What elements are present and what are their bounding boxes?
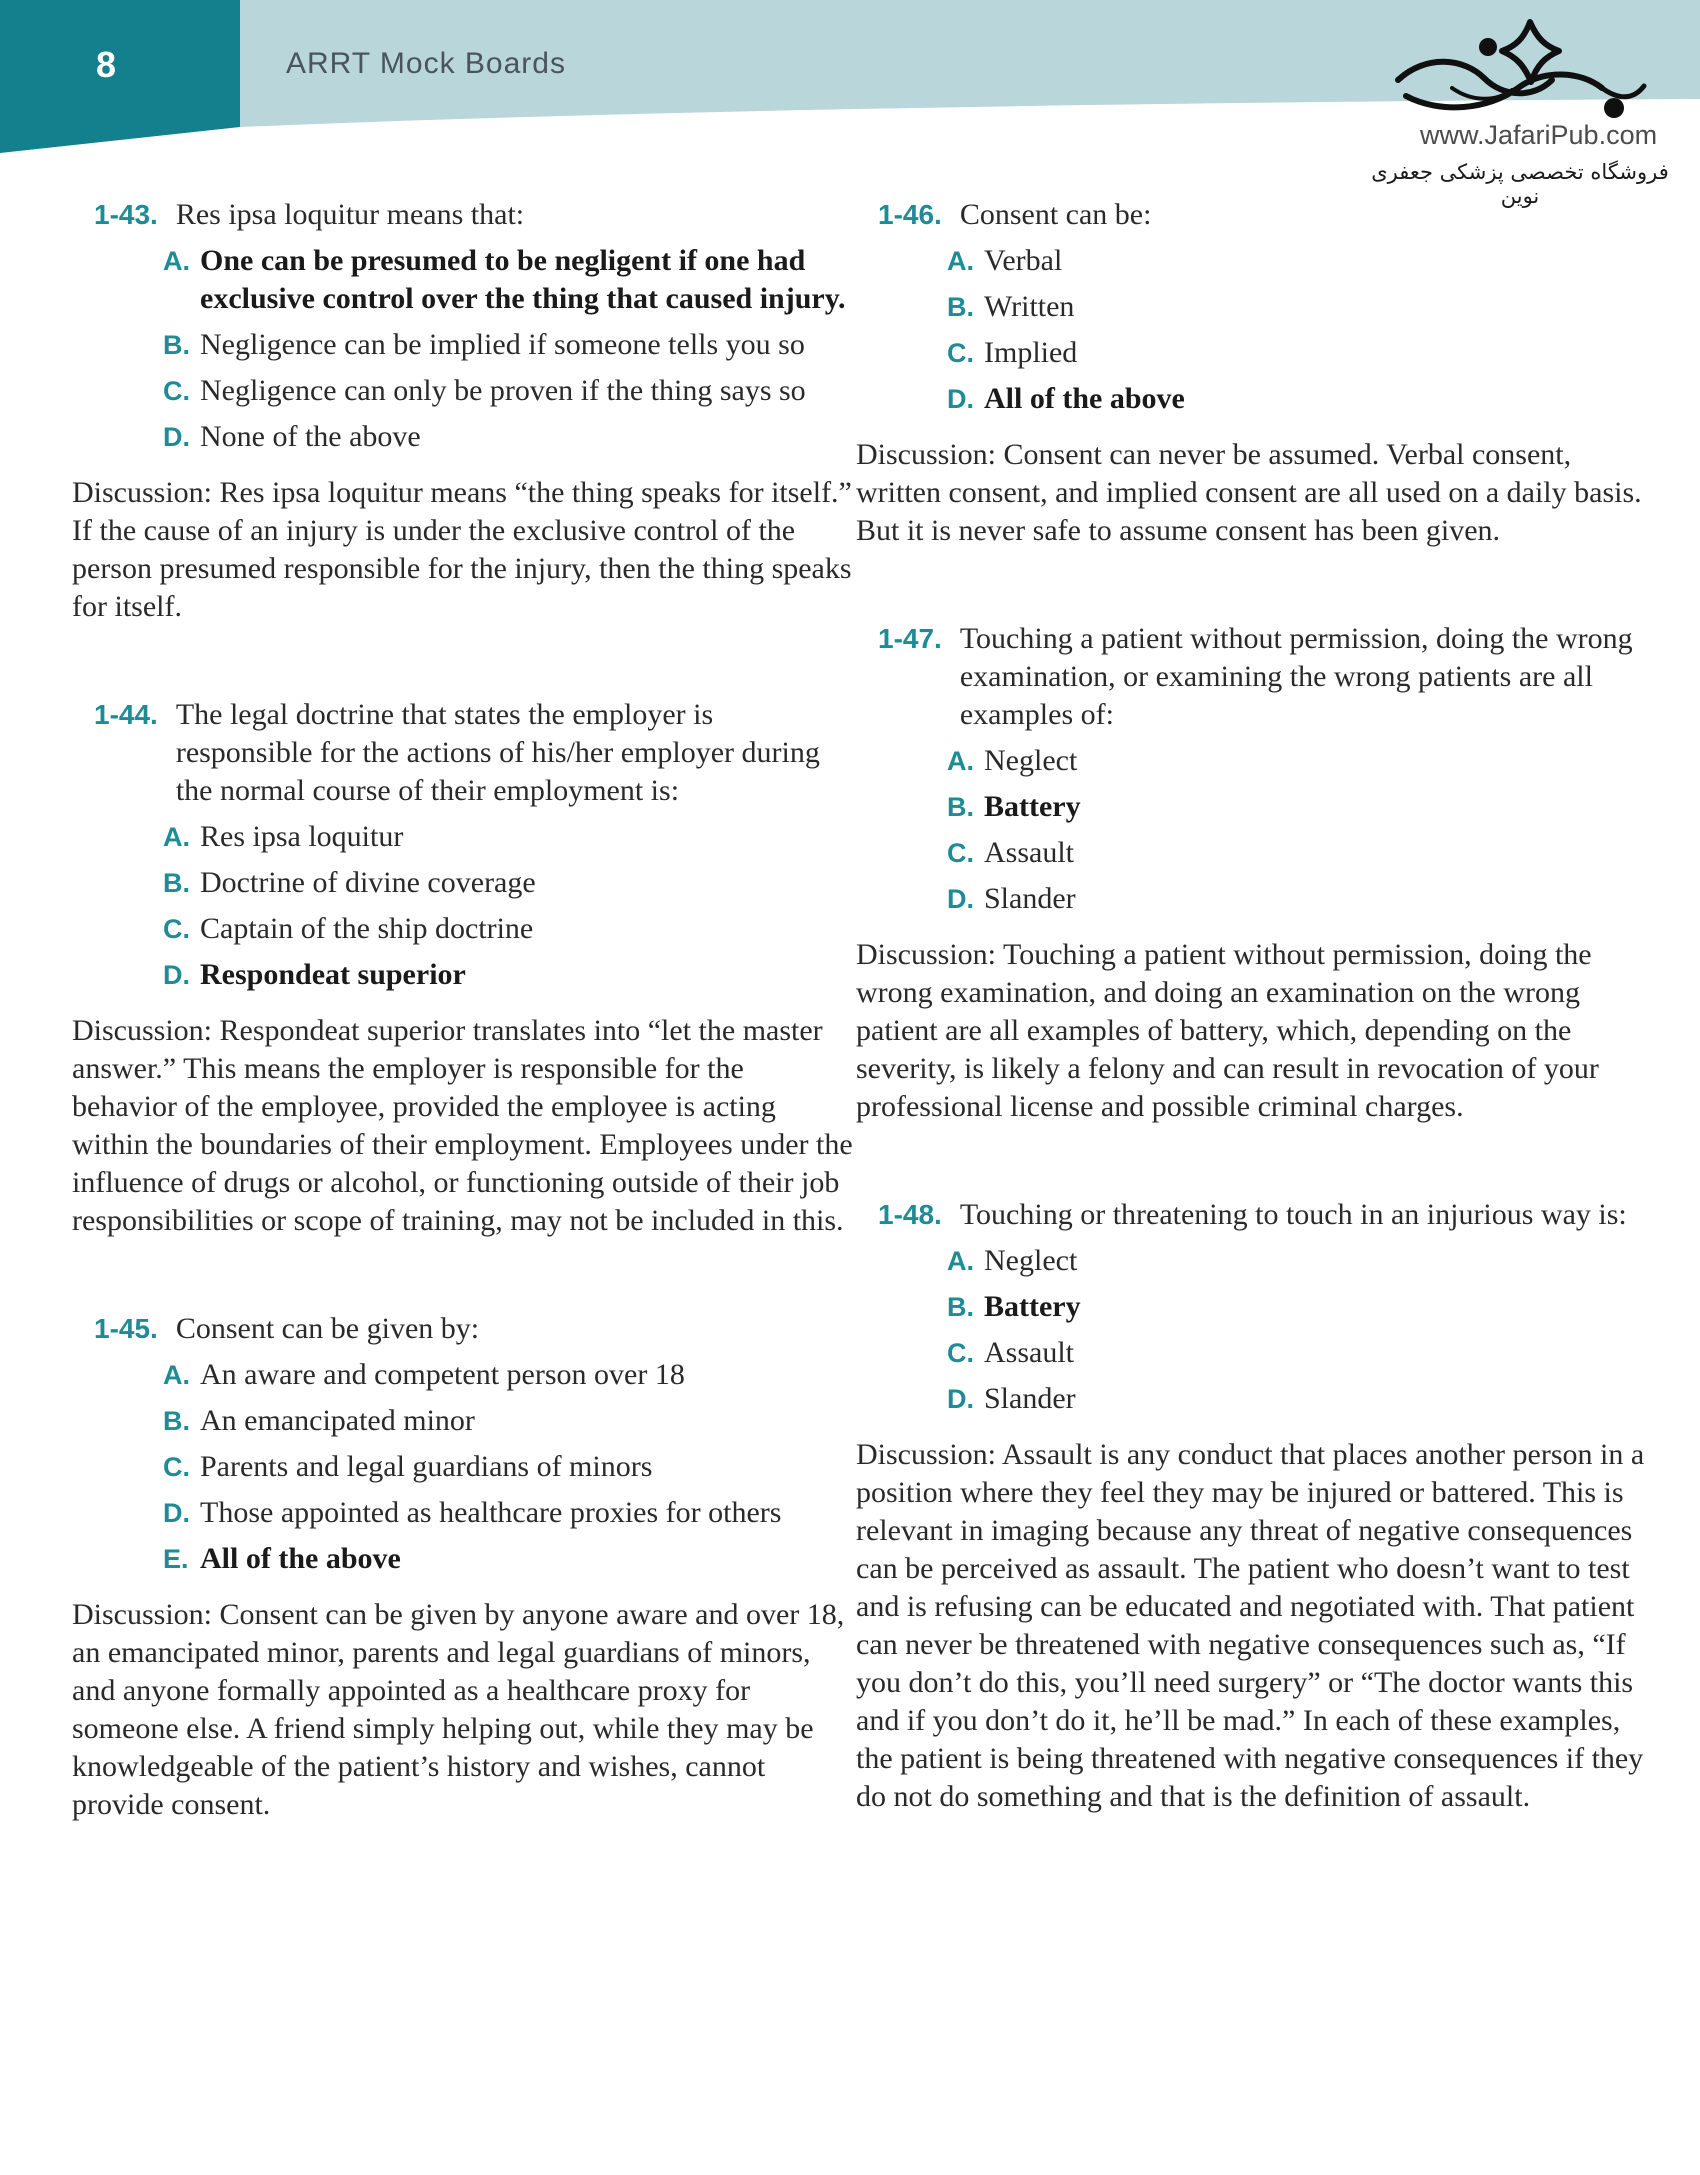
option-letter: D.	[163, 422, 190, 452]
option-text: Written	[984, 290, 1075, 323]
option-row	[163, 372, 854, 410]
option-letter: B.	[947, 1292, 974, 1322]
header-title: ARRT Mock Boards	[286, 47, 566, 80]
option-text: Slander	[984, 1382, 1076, 1415]
option-letter: B.	[163, 1406, 190, 1436]
option-row	[163, 1540, 854, 1578]
option-row	[163, 1356, 854, 1394]
question-number: 1-46.	[878, 199, 942, 230]
option-row	[163, 956, 854, 994]
question-text: Consent can be:	[959, 198, 1152, 231]
discussion-text: Discussion: Consent can be given by anyone aware and over 18, an emancipated minor, parents and legal guardians of minors, and anyone formally appointed as a healthcare proxy for someone else. A friend simply helping out, while they may be knowledgeable of the patient’s history and wishes, cannot provide consent.	[72, 1598, 845, 1821]
option-row	[947, 288, 1650, 326]
option-letter: B.	[163, 868, 190, 898]
option-text: Neglect	[984, 1244, 1078, 1277]
option-text: Those appointed as healthcare proxies for others	[200, 1496, 782, 1529]
option-row	[947, 880, 1650, 918]
option-letter: E.	[163, 1544, 189, 1574]
option-text: All of the above	[984, 382, 1185, 415]
option-text: Assault	[984, 836, 1074, 869]
option-text: Assault	[984, 1336, 1074, 1369]
option-row	[163, 242, 854, 318]
option-row	[947, 1380, 1650, 1418]
page-number: 8	[96, 44, 117, 85]
column-left	[72, 196, 854, 1824]
option-row	[163, 418, 854, 456]
option-row	[163, 1402, 854, 1440]
option-row	[163, 910, 854, 948]
option-text: One can be presumed to be negligent if one had exclusive control over the thing that caused injury.	[200, 244, 846, 315]
discussion-text: Discussion: Respondeat superior translates into “let the master answer.” This means the employer is responsible for the behavior of the employee, provided the employee is acting within the boundaries of their employment. Employees under the influence of drugs or alcohol, or functioning outside of their job responsibilities or scope of training, may not be included in this.	[72, 1014, 853, 1237]
publisher-url: www.JafariPub.com	[1420, 120, 1658, 150]
option-letter: D.	[947, 1384, 974, 1414]
option-text: None of the above	[200, 420, 421, 453]
question-number: 1-47.	[878, 623, 942, 654]
option-letter: C.	[947, 338, 974, 368]
question-1-43	[72, 196, 854, 626]
publisher-subtitle: فروشگاه تخصصی پزشکی جعفری نوین	[1371, 160, 1669, 208]
question-text: Consent can be given by:	[175, 1312, 480, 1345]
discussion-text: Discussion: Consent can never be assumed. Verbal consent, written consent, and implied consent are all used on a daily basis. But it is never safe to assume consent has been given.	[856, 438, 1642, 547]
question-number: 1-45.	[94, 1313, 158, 1344]
option-row	[163, 1494, 854, 1532]
option-letter: B.	[947, 792, 974, 822]
option-letter: D.	[947, 884, 974, 914]
option-letter: B.	[947, 292, 974, 322]
option-text: Respondeat superior	[200, 958, 466, 991]
option-row	[947, 1242, 1650, 1280]
option-letter: C.	[163, 914, 190, 944]
option-text: Negligence can be implied if someone tells you so	[200, 328, 805, 361]
option-letter: D.	[163, 1498, 190, 1528]
option-row	[947, 380, 1650, 418]
option-letter: A.	[947, 746, 974, 776]
option-letter: A.	[163, 822, 190, 852]
question-1-48	[856, 1196, 1650, 1816]
option-text: Verbal	[984, 244, 1063, 277]
question-text: Touching or threatening to touch in an injurious way is:	[959, 1198, 1627, 1231]
option-letter: C.	[947, 838, 974, 868]
question-number: 1-44.	[94, 699, 158, 730]
option-row	[947, 834, 1650, 872]
option-row	[947, 1288, 1650, 1326]
option-row	[163, 864, 854, 902]
option-row	[947, 742, 1650, 780]
question-text: The legal doctrine that states the employer is responsible for the actions of his/her employer during the normal course of their employment is:	[175, 698, 820, 807]
option-text: Battery	[984, 790, 1081, 823]
option-row	[163, 818, 854, 856]
option-letter: C.	[163, 376, 190, 406]
question-text: Touching a patient without permission, doing the wrong examination, or examining the wrong patients are all examples of:	[959, 622, 1633, 731]
option-letter: A.	[947, 1246, 974, 1276]
option-letter: D.	[947, 384, 974, 414]
option-row	[947, 788, 1650, 826]
option-text: Res ipsa loquitur	[200, 820, 404, 853]
option-letter: B.	[163, 330, 190, 360]
option-text: Slander	[984, 882, 1076, 915]
option-text: Negligence can only be proven if the thing says so	[200, 374, 806, 407]
option-letter: A.	[163, 1360, 190, 1390]
option-text: All of the above	[200, 1542, 401, 1575]
discussion-text: Discussion: Assault is any conduct that places another person in a position where they feel they may be injured or battered. This is relevant in imaging because any threat of negative consequences can be perceived as assault. The patient who doesn’t want to test and is refusing can be educated and negotiated with. That patient can never be threatened with negative consequences such as, “If you don’t do this, you’ll need surgery” or “The doctor wants this and if you don’t do it, he’ll be mad.” In each of these examples, the patient is being threatened with negative consequences if they do not do something and that is the definition of assault.	[856, 1438, 1645, 1813]
option-row	[947, 1334, 1650, 1372]
question-1-45	[72, 1310, 854, 1824]
publisher-logo	[1392, 18, 1652, 133]
option-text: Implied	[984, 336, 1078, 369]
question-number: 1-43.	[94, 199, 158, 230]
option-row	[163, 326, 854, 364]
option-text: An aware and competent person over 18	[200, 1358, 685, 1391]
option-row	[163, 1448, 854, 1486]
option-letter: C.	[163, 1452, 190, 1482]
option-text: Doctrine of divine coverage	[200, 866, 536, 899]
option-row	[947, 242, 1650, 280]
option-letter: D.	[163, 960, 190, 990]
option-text: An emancipated minor	[200, 1404, 475, 1437]
option-letter: A.	[947, 246, 974, 276]
discussion-text: Discussion: Res ipsa loquitur means “the thing speaks for itself.” If the cause of an injury is under the exclusive control of the person presumed responsible for the injury, then the thing speaks for itself.	[72, 476, 852, 623]
question-number: 1-48.	[878, 1199, 942, 1230]
option-text: Parents and legal guardians of minors	[200, 1450, 653, 1483]
option-text: Battery	[984, 1290, 1081, 1323]
question-1-44	[72, 696, 854, 1240]
option-text: Neglect	[984, 744, 1078, 777]
column-right	[856, 196, 1650, 1816]
option-letter: A.	[163, 246, 190, 276]
option-letter: C.	[947, 1338, 974, 1368]
question-1-46	[856, 196, 1650, 550]
option-text: Captain of the ship doctrine	[200, 912, 534, 945]
discussion-text: Discussion: Touching a patient without permission, doing the wrong examination, and doing an examination on the wrong patient are all examples of battery, which, depending on the severity, is likely a felony and can result in revocation of your professional license and possible criminal charges.	[856, 938, 1599, 1123]
option-row	[947, 334, 1650, 372]
question-1-47	[856, 620, 1650, 1126]
question-text: Res ipsa loquitur means that:	[175, 198, 525, 231]
